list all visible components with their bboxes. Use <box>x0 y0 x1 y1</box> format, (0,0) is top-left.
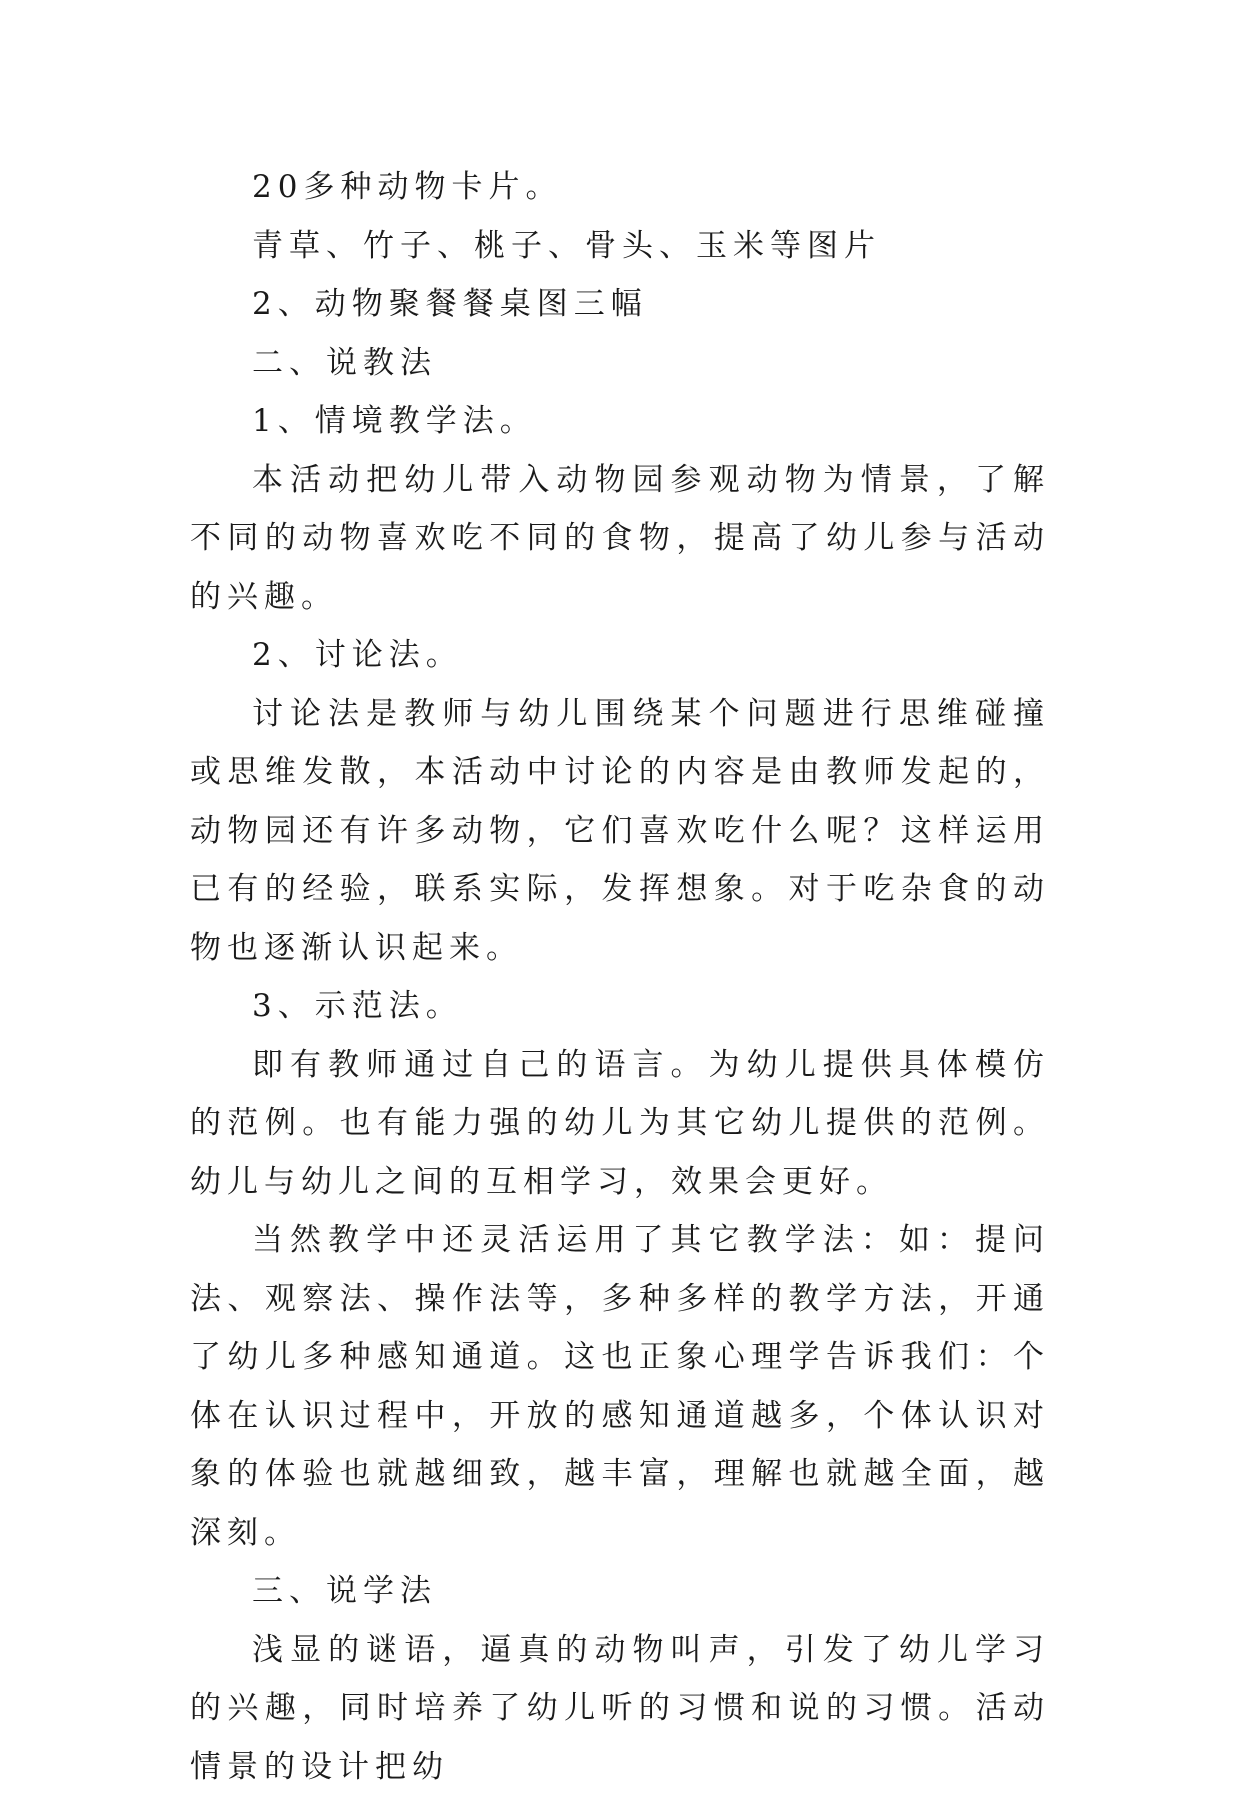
paragraph-situational-method: 本活动把幼儿带入动物园参观动物为情景，了解不同的动物喜欢吃不同的食物，提高了幼儿参与活动的兴趣。 <box>190 451 1050 627</box>
paragraph-materials-table: 2、动物聚餐餐桌图三幅 <box>190 275 1050 334</box>
subheading-situational-method: 1、情境教学法。 <box>190 392 1050 451</box>
document-body <box>190 158 1050 1796</box>
paragraph-materials-pictures: 青草、竹子、桃子、骨头、玉米等图片 <box>190 217 1050 276</box>
heading-learning-methods: 三、说学法 <box>190 1562 1050 1621</box>
paragraph-other-methods: 当然教学中还灵活运用了其它教学法：如：提问法、观察法、操作法等，多种多样的教学方法，开通了幼儿多种感知通道。这也正象心理学告诉我们：个体在认识过程中，开放的感知通道越多，个体认识对象的体验也就越细致，越丰富，理解也就越全面，越深刻。 <box>190 1211 1050 1562</box>
paragraph-discussion-method: 讨论法是教师与幼儿围绕某个问题进行思维碰撞或思维发散，本活动中讨论的内容是由教师发起的，动物园还有许多动物，它们喜欢吃什么呢？这样运用已有的经验，联系实际，发挥想象。对于吃杂食的动物也逐渐认识起来。 <box>190 685 1050 978</box>
subheading-discussion-method: 2、讨论法。 <box>190 626 1050 685</box>
paragraph-materials-cards: 20多种动物卡片。 <box>190 158 1050 217</box>
heading-teaching-methods: 二、说教法 <box>190 334 1050 393</box>
paragraph-learning-methods: 浅显的谜语，逼真的动物叫声，引发了幼儿学习的兴趣，同时培养了幼儿听的习惯和说的习惯。活动情景的设计把幼 <box>190 1621 1050 1796</box>
paragraph-demonstration-method: 即有教师通过自己的语言。为幼儿提供具体模仿的范例。也有能力强的幼儿为其它幼儿提供的范例。幼儿与幼儿之间的互相学习，效果会更好。 <box>190 1036 1050 1212</box>
subheading-demonstration-method: 3、示范法。 <box>190 977 1050 1036</box>
